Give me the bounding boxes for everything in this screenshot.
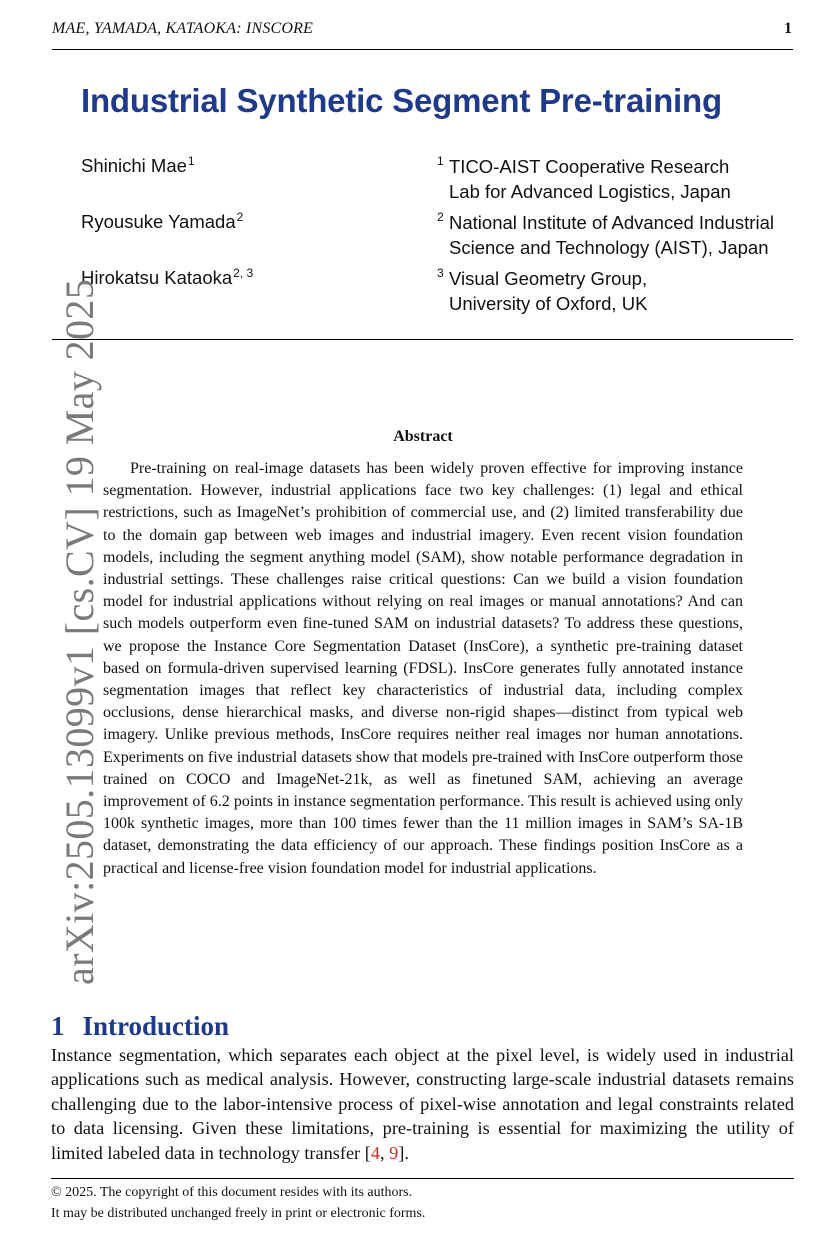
author-affiliation-mark: 2: [236, 210, 244, 224]
affiliation-line: TICO-AIST Cooperative Research: [449, 156, 730, 177]
abstract-text: Pre-training on real-image datasets has been widely proven effective for improving instance segmentation. However, industrial applications face two key challenges: (1) legal and ethical restrictions, such as ImageNet’s prohibition of commercial use, and (2) limited transferability due to the domain gap between web images and industrial imagery. Even recent vision foundation models, including the segment anything model (SAM), show notable performance degradation in industrial settings. These challenges raise critical questions: Can we build a vision foundation model for industrial applications without relying on real images or manual annotations? And can such models outperform even fine-tuned SAM on industrial datasets? To address these questions, we propose the Instance Core Segmentation Dataset (InsCore), a synthetic pre-training dataset based on formula-driven supervised learning (FDSL). InsCore generates fully annotated instance segmentation images that reflect key characteristics of industrial data, including complex occlusions, dense hierarchical masks, and diverse non-rigid shapes—distinct from typical web imagery. Unlike previous methods, InsCore requires neither real images nor human annotations. Experiments on five industrial datasets show that models pre-trained with InsCore outperform those trained on COCO and ImageNet-21k, as well as finetuned SAM, achieving an average improvement of 6.2 points in instance segmentation performance. This result is achieved using only 100k synthetic images, more than 100 times fewer than the 11 million images in SAM’s SA-1B dataset, demonstrating the data efficiency of our approach. These findings position InsCore as a practical and license-free vision foundation model for industrial applications.: [103, 460, 743, 877]
abstract-heading: Abstract: [393, 428, 453, 445]
affiliation-number: 2: [437, 210, 444, 224]
section-heading-introduction: [51, 1011, 229, 1042]
title-block-rule: [52, 339, 793, 340]
arxiv-stamp: arXiv:2505.13099v1 [cs.CV] 19 May 2025: [57, 278, 102, 985]
header-rule: [52, 49, 793, 50]
citation-link[interactable]: 4: [370, 1142, 380, 1163]
affiliation-2: [437, 210, 774, 260]
footer-rule: [51, 1178, 794, 1179]
author-affiliation-mark: 1: [187, 154, 195, 168]
introduction-paragraph-end: ].: [398, 1142, 409, 1163]
affiliation-number: 1: [437, 154, 444, 168]
paper-title: Industrial Synthetic Segment Pre-training: [81, 82, 722, 119]
affiliation-line: University of Oxford, UK: [449, 293, 648, 314]
running-title: MAE, YAMADA, KATAOKA: INSCORE: [52, 20, 314, 37]
affiliation-3: [437, 266, 647, 316]
page-number: 1: [784, 20, 792, 37]
author-name: Shinichi Mae: [81, 155, 187, 176]
affiliation-1: [437, 154, 731, 204]
author-2: [81, 210, 243, 233]
distribution-line: It may be distributed unchanged freely in print or electronic forms.: [51, 1206, 426, 1221]
author-affiliation-mark: 2, 3: [233, 266, 254, 280]
introduction-text: [51, 1043, 794, 1165]
author-name: Ryousuke Yamada: [81, 211, 236, 232]
affiliation-number: 3: [437, 266, 444, 280]
introduction-paragraph: Instance segmentation, which separates each object at the pixel level, is widely used in industrial applications such as medical analysis. However, constructing large-scale industrial datasets remains challenging due to the labor-intensive process of pixel-wise annotation and legal constraints related to data licensing. Given these limitations, pre-training is essential for maximizing the utility of limited labeled data in technology transfer [: [51, 1045, 794, 1163]
section-title: Introduction: [82, 1011, 230, 1041]
affiliation-line: Visual Geometry Group,: [449, 268, 648, 289]
section-number: 1: [51, 1011, 65, 1041]
citation-link[interactable]: 9: [389, 1142, 399, 1163]
affiliation-line: Lab for Advanced Logistics, Japan: [449, 181, 731, 202]
citation-separator: ,: [379, 1142, 390, 1163]
affiliation-line: National Institute of Advanced Industrial: [449, 212, 774, 233]
author-1: [81, 154, 195, 177]
author-name: Hirokatsu Kataoka: [81, 267, 233, 288]
copyright-line: © 2025. The copyright of this document resides with its authors.: [51, 1185, 413, 1200]
affiliation-line: Science and Technology (AIST), Japan: [449, 237, 769, 258]
author-3: [81, 266, 253, 289]
